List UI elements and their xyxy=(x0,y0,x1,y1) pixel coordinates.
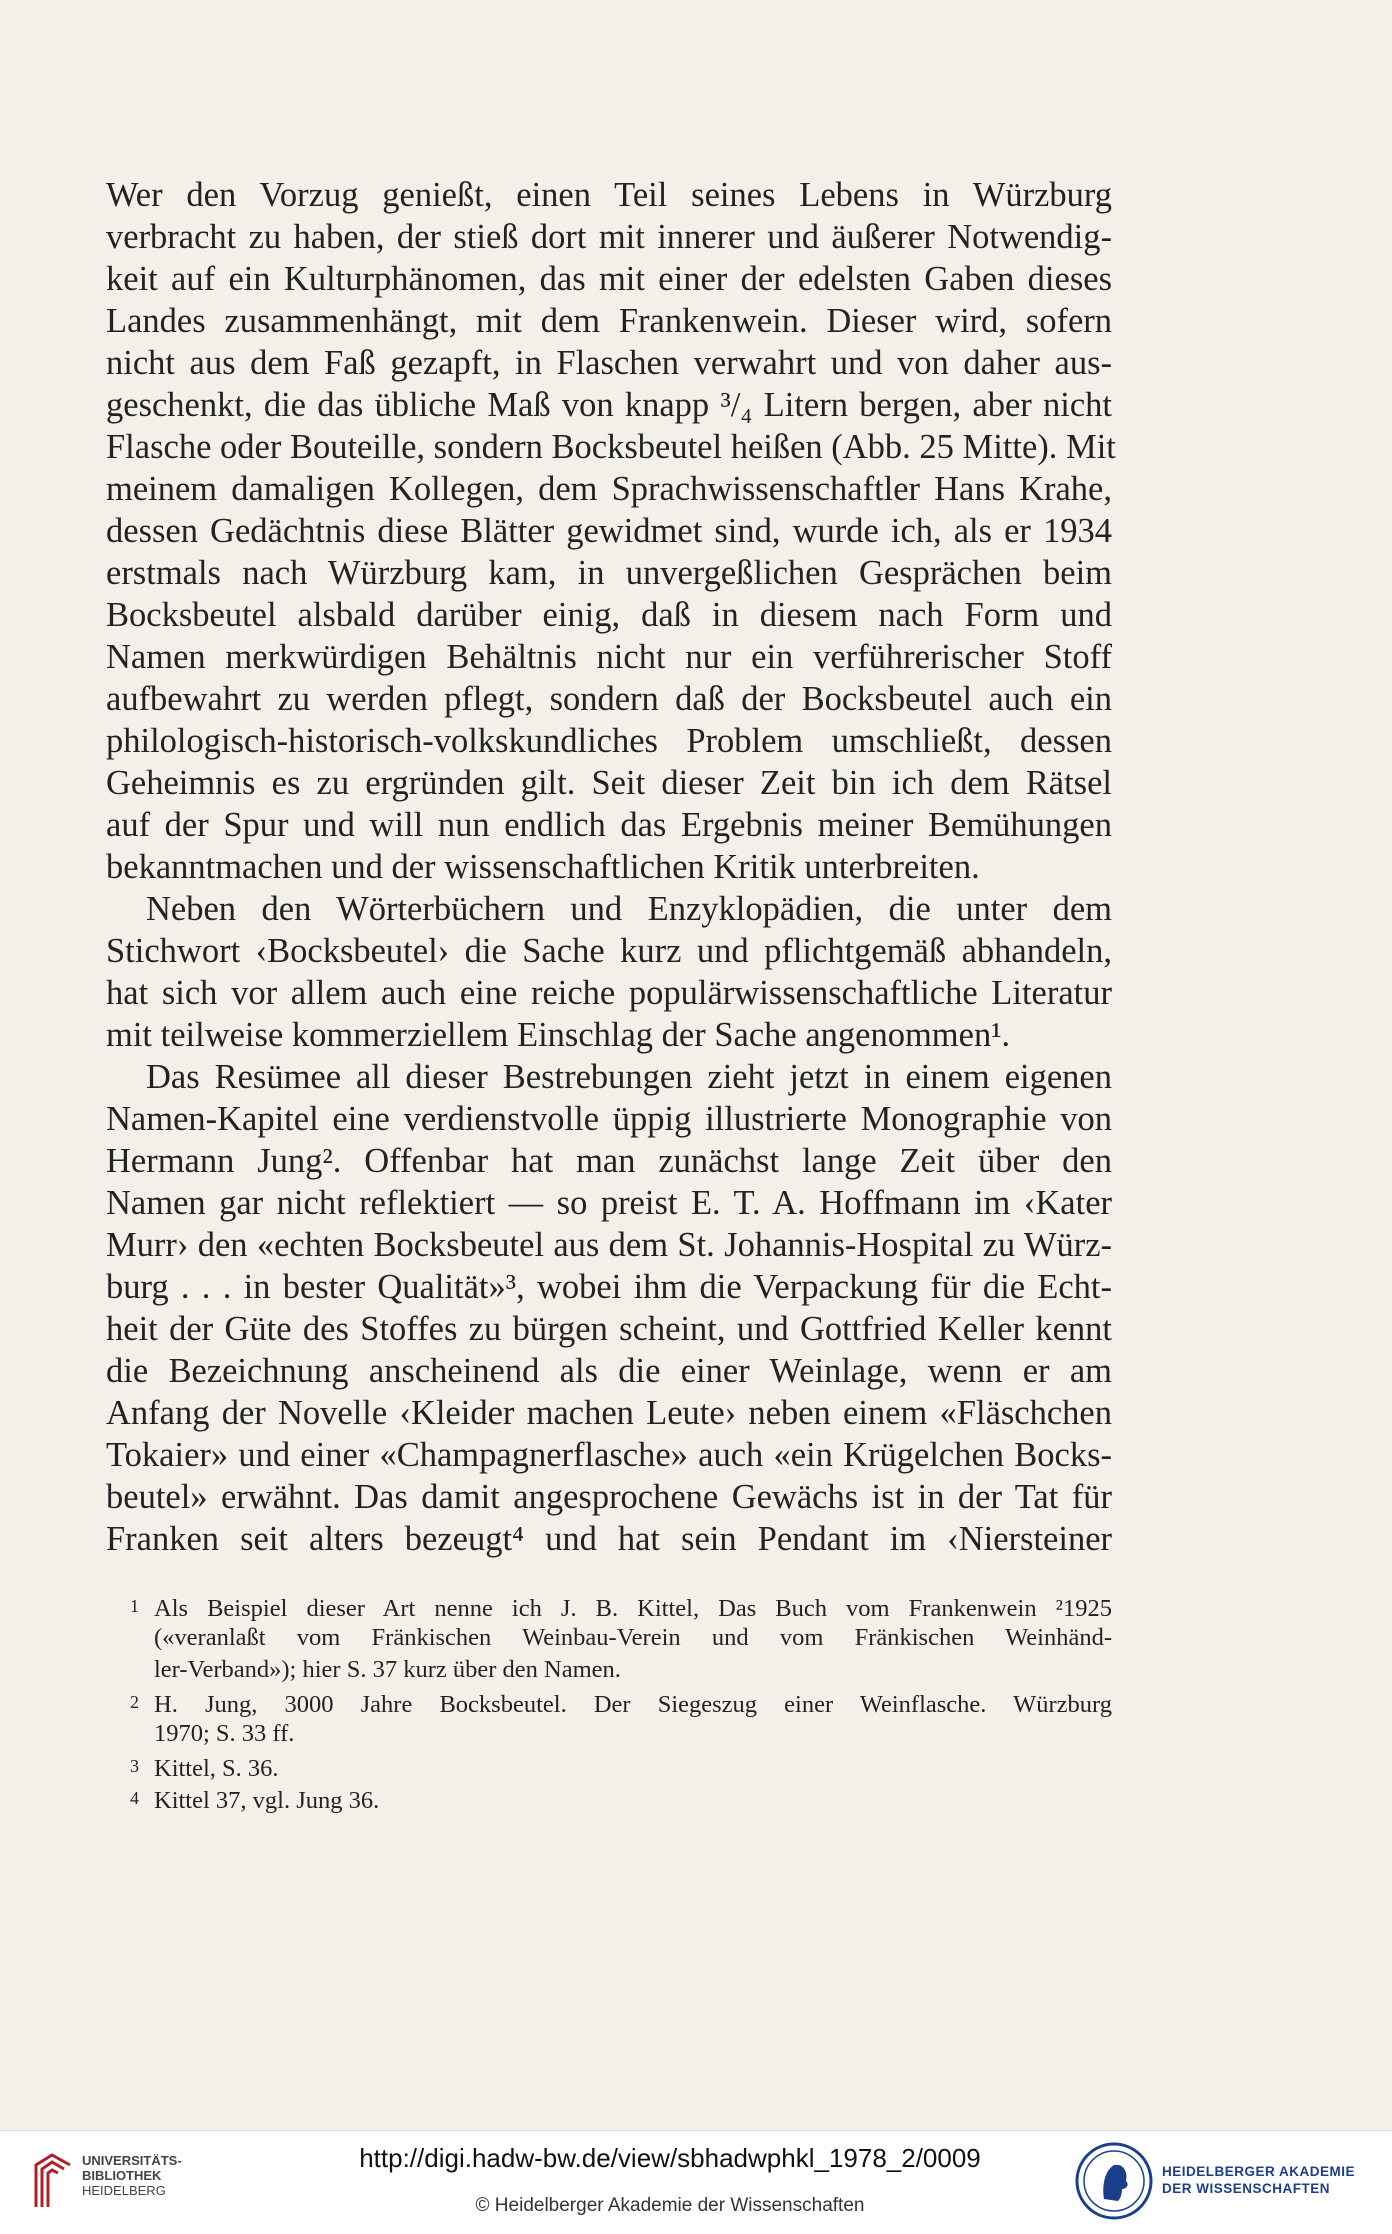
text-line: heit der Güte des Stoffes zu bürgen scheint, und Gottfried Keller kennt xyxy=(106,1310,1112,1348)
text-line: Landes zusammenhängt, mit dem Frankenwein. Dieser wird, sofern xyxy=(106,302,1112,340)
library-line: HEIDELBERG xyxy=(82,2183,166,2198)
text-line: Murr› den «echten Bocksbeutel aus dem St. Johannis-Hospital zu Würz- xyxy=(106,1226,1112,1264)
permalink-url[interactable]: http://digi.hadw-bw.de/view/sbhadwphkl_1978_2/0009 xyxy=(359,2143,981,2173)
academy-seal-icon xyxy=(1074,2141,1154,2221)
text-line: Das Resümee all dieser Bestrebungen zieht jetzt in einem eigenen xyxy=(146,1058,1112,1096)
text-line: bekanntmachen und der wissenschaftlichen Kritik unterbreiten. xyxy=(106,848,980,886)
text-line: Flasche oder Bouteille, sondern Bocksbeutel heißen (Abb. 25 Mitte). Mit xyxy=(106,428,1116,466)
library-line: UNIVERSITÄTS- xyxy=(82,2153,182,2168)
footnote-4 xyxy=(106,1782,1112,1814)
text-line: Namen gar nicht reflektiert — so preist E. T. A. Hoffmann im ‹Kater xyxy=(106,1184,1112,1222)
text-line: beutel» erwähnt. Das damit angesprochene Gewächs ist in der Tat für xyxy=(106,1478,1112,1516)
footnote-2 xyxy=(106,1686,1112,1718)
text-line: die Bezeichnung anscheinend als die einer Weinlage, wenn er am xyxy=(106,1352,1112,1390)
digitization-footer xyxy=(0,2130,1392,2234)
text-line: Neben den Wörterbüchern und Enzyklopädien, die unter dem xyxy=(146,890,1112,928)
footnote-1-cont: ler-Verband»); hier S. 37 kurz über den Namen. xyxy=(154,1656,621,1683)
text-line: Tokaier» und einer «Champagnerflasche» auch «ein Krügelchen Bocks- xyxy=(106,1436,1112,1474)
text-line: hat sich vor allem auch eine reiche populärwissenschaftliche Literatur xyxy=(106,974,1112,1012)
text-line: nicht aus dem Faß gezapft, in Flaschen verwahrt und von daher aus- xyxy=(106,344,1112,382)
text-line: Wer den Vorzug genießt, einen Teil seines Lebens in Würzburg xyxy=(106,176,1112,214)
university-library-name xyxy=(82,2153,182,2198)
text-line: geschenkt, die das übliche Maß von knapp ³/₄ Litern bergen, aber nicht xyxy=(106,386,1112,424)
library-line: BIBLIOTHEK xyxy=(82,2168,162,2183)
academy-line: HEIDELBERGER AKADEMIE xyxy=(1162,2164,1356,2179)
footnote-2-cont: 1970; S. 33 ff. xyxy=(154,1720,295,1747)
text-line: Hermann Jung². Offenbar hat man zunächst lange Zeit über den xyxy=(106,1142,1112,1180)
main-text xyxy=(106,174,1116,1560)
footnote-text: H. Jung, 3000 Jahre Bocksbeutel. Der Siegeszug einer Weinflasche. Würzburg xyxy=(154,1691,1112,1718)
text-line: Stichwort ‹Bocksbeutel› die Sache kurz und pflichtgemäß abhandeln, xyxy=(106,932,1112,970)
text-line: meinem damaligen Kollegen, dem Sprachwissenschaftler Hans Krahe, xyxy=(106,470,1112,508)
academy-line: DER WISSENSCHAFTEN xyxy=(1162,2181,1331,2196)
text-line: Franken seit alters bezeugt⁴ und hat sein Pendant im ‹Niersteiner xyxy=(106,1520,1112,1558)
footnote-text: Kittel 37, vgl. Jung 36. xyxy=(154,1787,380,1814)
footnote-number: 2 xyxy=(130,1692,139,1712)
text-line: burg . . . in bester Qualität»³, wobei ihm die Verpackung für die Echt- xyxy=(106,1268,1112,1306)
footnote-number: 3 xyxy=(130,1756,139,1776)
text-line: keit auf ein Kulturphänomen, das mit einer der edelsten Gaben dieses xyxy=(106,260,1112,298)
text-line: Anfang der Novelle ‹Kleider machen Leute› neben einem «Fläschchen xyxy=(106,1394,1112,1432)
academy-name xyxy=(1162,2163,1355,2197)
footnote-text: Kittel, S. 36. xyxy=(154,1755,279,1782)
footnote-1-cont: («veranlaßt vom Fränkischen Weinbau-Verein und vom Fränkischen Weinhänd- xyxy=(154,1624,1112,1651)
text-line: erstmals nach Würzburg kam, in unvergeßlichen Gesprächen beim xyxy=(106,554,1112,592)
footnote-number: 1 xyxy=(130,1596,139,1616)
text-line: aufbewahrt zu werden pflegt, sondern daß der Bocksbeutel auch ein xyxy=(106,680,1112,718)
text-line: Namen merkwürdigen Behältnis nicht nur ein verführerischer Stoff xyxy=(106,638,1112,676)
text-line: Namen-Kapitel eine verdienstvolle üppig illustrierte Monographie von xyxy=(106,1100,1112,1138)
footnote-text: Als Beispiel dieser Art nenne ich J. B. Kittel, Das Buch vom Frankenwein ²1925 xyxy=(154,1595,1112,1622)
footnote-number: 4 xyxy=(130,1788,139,1808)
text-line: Bocksbeutel alsbald darüber einig, daß in diesem nach Form und xyxy=(106,596,1112,634)
footnote-3 xyxy=(106,1750,1112,1782)
text-line: auf der Spur und will nun endlich das Ergebnis meiner Bemühungen xyxy=(106,806,1112,844)
text-line: philologisch-historisch-volkskundliches Problem umschließt, dessen xyxy=(106,722,1112,760)
footnotes xyxy=(106,1590,1112,1814)
footnote-1 xyxy=(106,1590,1112,1622)
copyright-notice: © Heidelberger Akademie der Wissenschaften xyxy=(475,2195,865,2216)
text-line: mit teilweise kommerziellem Einschlag der Sache angenommen¹. xyxy=(106,1016,1011,1054)
text-line: dessen Gedächtnis diese Blätter gewidmet sind, wurde ich, als er 1934 xyxy=(106,512,1112,550)
text-line: Geheimnis es zu ergründen gilt. Seit dieser Zeit bin ich dem Rätsel xyxy=(106,764,1112,802)
university-library-logo-icon xyxy=(30,2151,76,2213)
text-line: verbracht zu haben, der stieß dort mit innerer und äußerer Notwendig- xyxy=(106,218,1112,256)
